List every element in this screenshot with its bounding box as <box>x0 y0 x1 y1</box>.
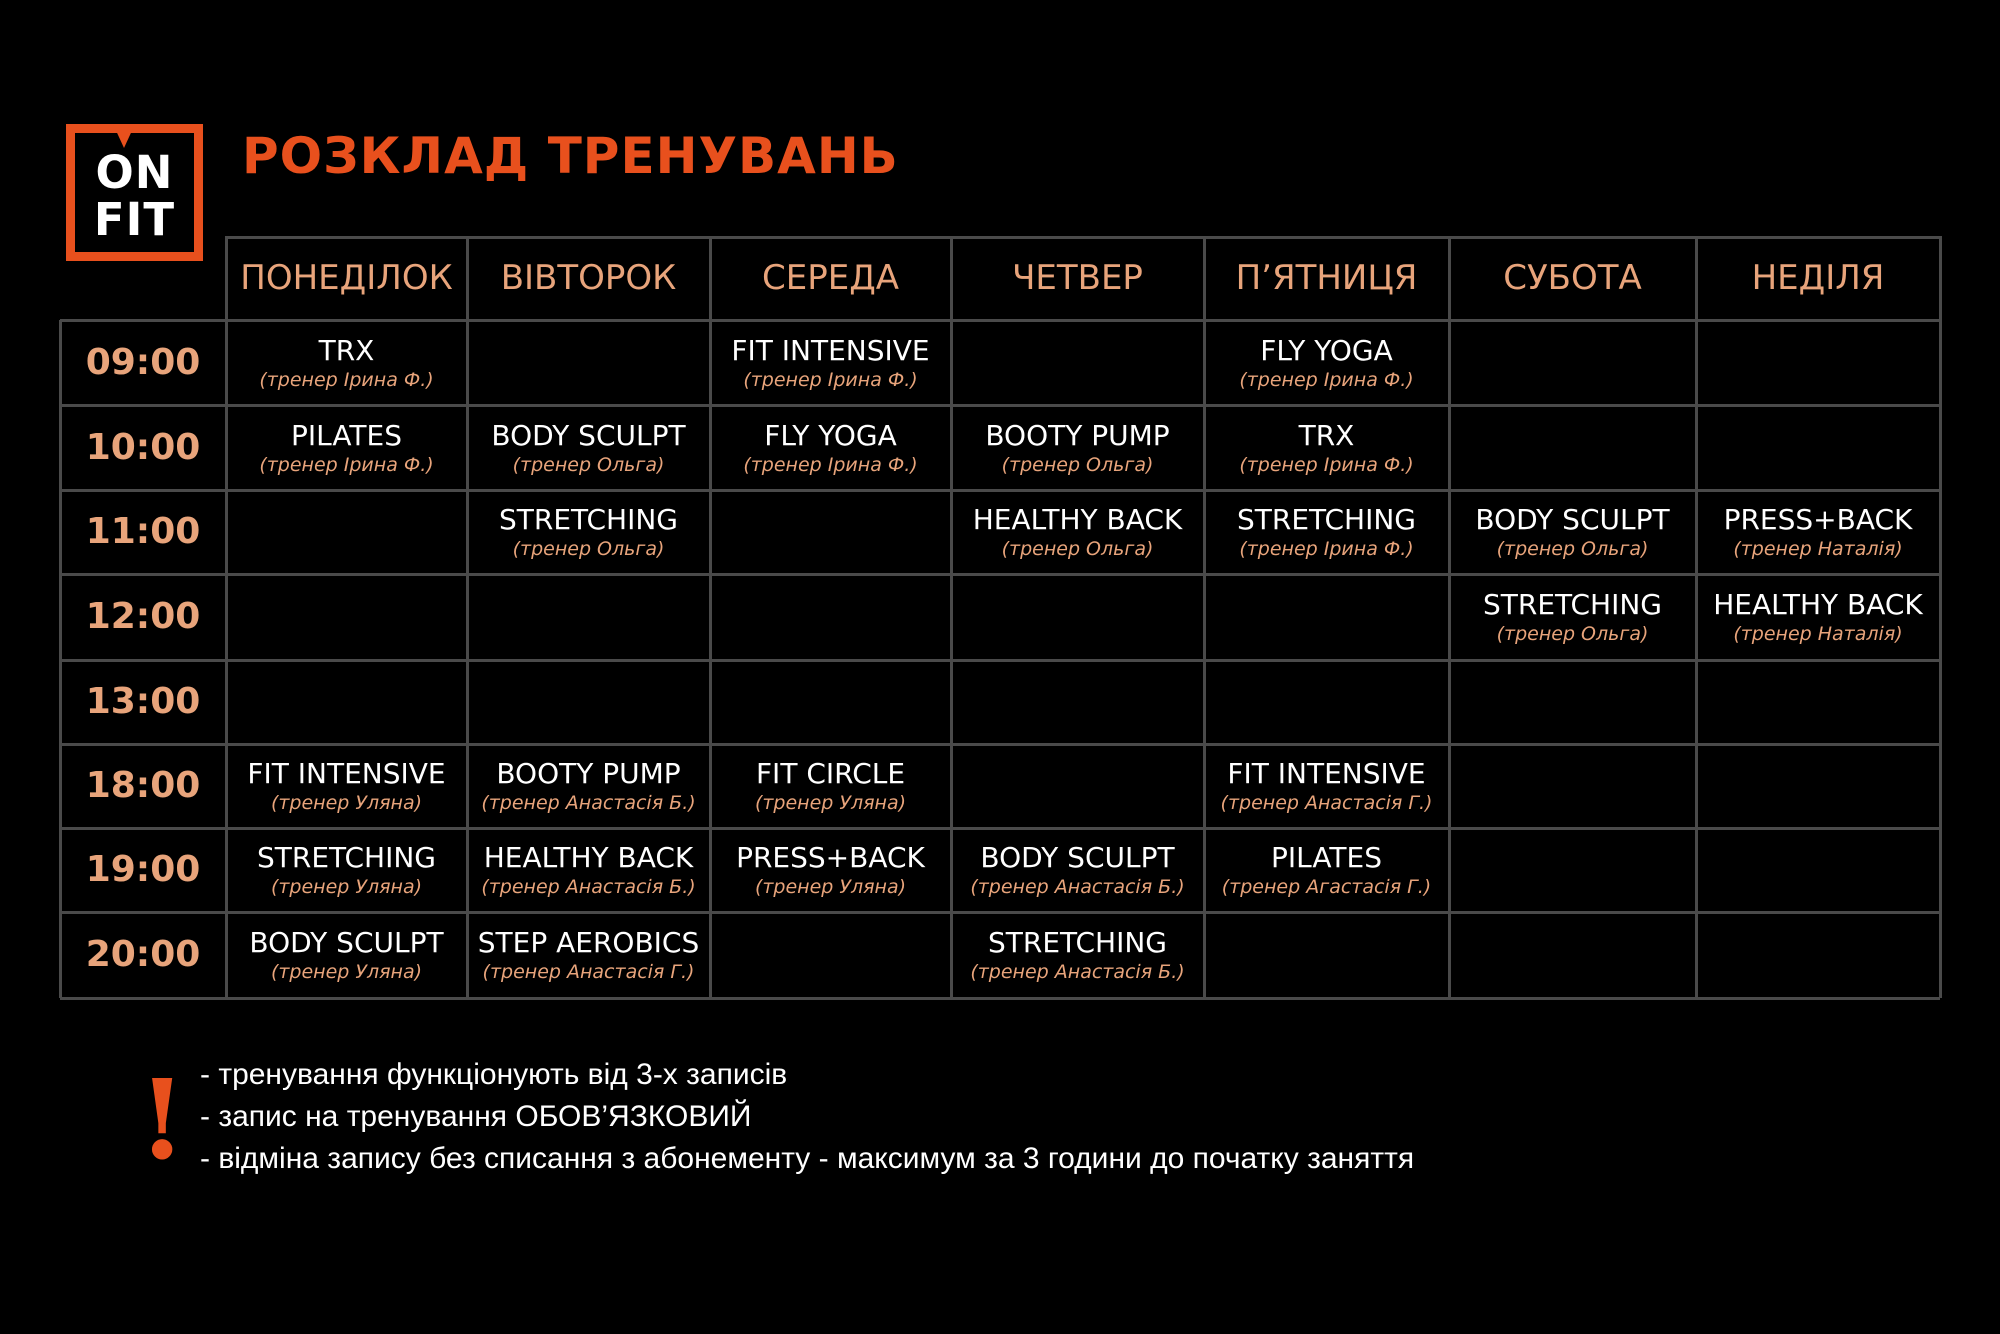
class-name: HEALTHY BACK <box>972 503 1183 536</box>
trainer-name: (тренер Ірина Ф.) <box>259 368 434 391</box>
trainer-name: (тренер Анастасія Б.) <box>481 792 696 814</box>
day-header: НЕДІЛЯ <box>1751 258 1885 298</box>
page-title: РОЗКЛАД ТРЕНУВАНЬ <box>242 127 899 185</box>
trainer-name: (тренер Анастасія Б.) <box>481 876 696 898</box>
class-cell <box>467 841 710 899</box>
class-cell <box>226 841 467 899</box>
class-name: STRETCHING <box>257 841 436 874</box>
day-header: СЕРЕДА <box>761 258 900 298</box>
class-cell <box>1204 503 1449 561</box>
class-name: BOOTY PUMP <box>496 757 681 790</box>
time-label: 11:00 <box>85 511 201 552</box>
class-name: TRX <box>318 333 375 367</box>
row-divider <box>60 489 1940 492</box>
trainer-name: (тренер Ірина Ф.) <box>743 368 918 391</box>
class-cell <box>226 419 467 477</box>
trainer-name: (тренер Наталія) <box>1733 538 1903 560</box>
day-header: ВІВТОРОК <box>500 258 677 298</box>
class-cell <box>467 757 710 815</box>
class-cell <box>467 926 710 984</box>
class-cell <box>951 841 1204 899</box>
day-header: П’ЯТНИЦЯ <box>1235 258 1418 298</box>
class-name: BODY SCULPT <box>980 841 1175 874</box>
class-name: PILATES <box>1271 841 1382 874</box>
day-header: СУБОТА <box>1503 258 1642 298</box>
day-header: ПОНЕДІЛОК <box>240 258 453 298</box>
day-header: ЧЕТВЕР <box>1012 258 1143 298</box>
trainer-name: (тренер Ірина Ф.) <box>1239 368 1414 391</box>
trainer-name: (тренер Анастасія Г.) <box>482 961 695 983</box>
class-name: FLY YOGA <box>1260 333 1393 367</box>
class-name: FLY YOGA <box>764 418 897 452</box>
trainer-name: (тренер Анастасія Б.) <box>970 961 1185 983</box>
class-cell <box>951 926 1204 984</box>
trainer-name: (тренер Уляна) <box>270 961 423 983</box>
class-cell <box>1204 841 1449 899</box>
row-divider <box>60 404 1940 407</box>
note-item: - відміна запису без списання з абонементу - максимум за 3 години до початку заняття <box>200 1142 1415 1175</box>
time-label: 09:00 <box>85 341 201 383</box>
time-label: 12:00 <box>85 596 201 637</box>
class-cell <box>1204 334 1449 392</box>
class-name: STRETCHING <box>499 503 678 536</box>
class-name: STRETCHING <box>1483 588 1662 621</box>
trainer-name: (тренер Ольга) <box>512 453 665 476</box>
class-name: STRETCHING <box>988 926 1167 959</box>
time-label: 13:00 <box>85 681 201 722</box>
class-cell <box>1449 588 1696 646</box>
class-name: HEALTHY BACK <box>483 841 694 874</box>
row-divider <box>60 827 1940 830</box>
class-name: BODY SCULPT <box>491 418 686 452</box>
row-divider <box>60 573 1940 576</box>
class-name: FIT INTENSIVE <box>247 757 446 790</box>
notes-list <box>200 1054 1414 1180</box>
time-label: 10:00 <box>85 426 201 468</box>
trainer-name: (тренер Наталія) <box>1733 623 1903 645</box>
trainer-name: (тренер Ірина Ф.) <box>1239 453 1414 476</box>
class-name: TRX <box>1298 418 1355 452</box>
class-name: FIT INTENSIVE <box>731 333 930 367</box>
exclamation-icon: ! <box>138 1055 187 1184</box>
class-name: BODY SCULPT <box>249 926 444 959</box>
trainer-name: (тренер Уляна) <box>754 876 907 898</box>
class-cell <box>467 503 710 561</box>
row-divider <box>60 659 1940 662</box>
trainer-name: (тренер Ірина Ф.) <box>743 453 918 476</box>
trainer-name: (тренер Ольга) <box>1496 538 1649 560</box>
header-top-line <box>226 236 1940 239</box>
class-cell <box>710 419 951 477</box>
class-name: PRESS+BACK <box>736 841 925 874</box>
time-label: 18:00 <box>85 765 201 806</box>
trainer-name: (тренер Уляна) <box>754 792 907 814</box>
class-name: PRESS+BACK <box>1723 503 1913 536</box>
time-label: 20:00 <box>85 934 201 975</box>
row-divider <box>60 319 1940 322</box>
class-name: BODY SCULPT <box>1475 503 1670 536</box>
trainer-name: (тренер Уляна) <box>270 876 423 898</box>
class-cell <box>226 334 467 392</box>
note-item: - запис на тренування ОБОВ’ЯЗКОВИЙ <box>200 1100 752 1133</box>
row-divider <box>60 743 1940 746</box>
trainer-name: (тренер Агастасія Г.) <box>1221 876 1432 898</box>
row-divider <box>60 997 1940 1000</box>
class-cell <box>226 926 467 984</box>
logo-line-fit: FIT <box>93 193 176 246</box>
class-cell <box>1204 419 1449 477</box>
trainer-name: (тренер Ольга) <box>512 538 665 560</box>
row-divider <box>60 911 1940 914</box>
class-name: FIT INTENSIVE <box>1227 757 1426 790</box>
class-name: STEP AEROBICS <box>477 926 700 959</box>
class-cell <box>710 841 951 899</box>
note-item: - тренування функціонують від 3-х записів <box>200 1058 788 1091</box>
trainer-name: (тренер Уляна) <box>270 792 423 814</box>
trainer-name: (тренер Ольга) <box>1496 623 1649 645</box>
trainer-name: (тренер Ірина Ф.) <box>259 453 434 476</box>
class-name: PILATES <box>291 418 402 452</box>
class-cell <box>710 757 951 815</box>
trainer-name: (тренер Ольга) <box>1001 538 1154 560</box>
class-cell <box>1204 757 1449 815</box>
trainer-name: (тренер Анастасія Г.) <box>1220 792 1433 814</box>
class-name: FIT CIRCLE <box>755 757 906 790</box>
class-name: BOOTY PUMP <box>985 418 1170 452</box>
class-name: HEALTHY BACK <box>1713 588 1923 621</box>
class-name: STRETCHING <box>1237 503 1416 536</box>
class-cell <box>1696 503 1940 561</box>
class-cell <box>951 503 1204 561</box>
trainer-name: (тренер Ольга) <box>1001 453 1154 476</box>
time-label: 19:00 <box>85 849 201 890</box>
trainer-name: (тренер Ірина Ф.) <box>1239 538 1414 560</box>
class-cell <box>467 419 710 477</box>
class-cell <box>710 334 951 392</box>
class-cell <box>951 419 1204 477</box>
class-cell <box>1449 503 1696 561</box>
trainer-name: (тренер Анастасія Б.) <box>970 876 1185 898</box>
logo-line-on: ON <box>95 146 174 199</box>
class-cell <box>1696 588 1940 646</box>
class-cell <box>226 757 467 815</box>
